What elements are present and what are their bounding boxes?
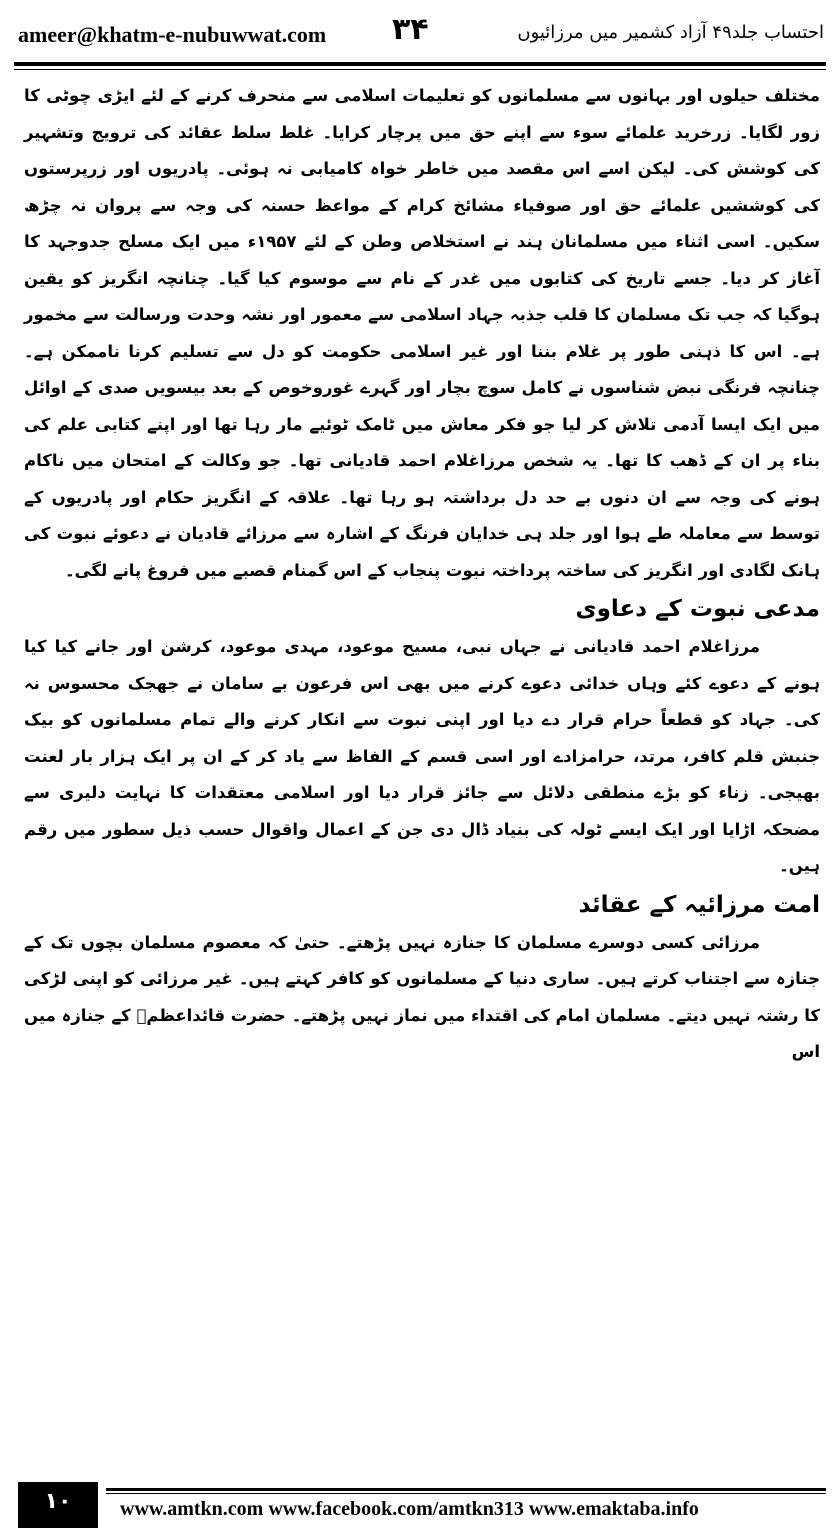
footer-page-number: ۱۰ (18, 1482, 98, 1528)
paragraph-1: مختلف حیلوں اور بہانوں سے مسلمانوں کو تعلیمات اسلامی سے منحرف کرنے کے لئے ایڑی چوٹی کا زور لگایا۔ زرخرید علمائے سوء سے اپنے حق میں پرچار کرایا۔ غلط سلط عقائد کی ترویج وتشہیر کی کوشش کی۔ لیکن اسے اس مقصد میں خاطر خواہ کامیابی نہ ہوئی۔ پادریوں اور زرپرستوں کی کوششیں علمائے حق اور صوفیاء مشائخ کرام کے مواعظ حسنہ کی وجہ سے پروان نہ چڑھ سکیں۔ اسی اثناء میں مسلمانان ہند نے استخلاص وطن کے لئے ۱۹۵۷ء میں ایک مسلح جدوجہد کا آغاز کر دیا۔ جسے تاریخ کی کتابوں میں غدر کے نام سے موسوم کیا گیا۔ چنانچہ انگریز کو یقین ہوگیا کہ جب تک مسلمان کا قلب جذبہ جہاد اسلامی سے معمور اور نشہ وحدت ورسالت سے مخمور ہے۔ اس کا ذہنی طور پر غلام بننا اور غیر اسلامی حکومت کو دل سے تسلیم کرنا ناممکن ہے۔ چنانچہ فرنگی نبض شناسوں نے کامل سوچ بچار اور گہرے غوروخوص کے بعد بیسویں صدی کے اوائل میں ایک ایسا آدمی تلاش کر لیا جو فکر معاش میں ٹامک ٹوئیے مار رہا تھا اور اپنے کتابی علم کی بناء پر ان کے ڈھب کا تھا۔ یہ شخص مرزاغلام احمد قادیانی تھا۔ جو وکالت کے امتحان میں ناکام ہونے کی وجہ سے ان دنوں بے حد دل برداشتہ ہو رہا تھا۔ علاقہ کے انگریز حکام اور پادریوں کے توسط سے معاملہ طے ہوا اور جلد ہی خدایان فرنگ کے اشارہ سے مرزائے قادیان نے دعوئے نبوت کی ہانک لگادی اور انگریز کی ساختہ پرداختہ نبوت پنجاب کے اس گمنام قصبے میں فروغ پانے لگی۔ (24, 86, 820, 580)
section-heading-claims: مدعی نبوت کے دعاوی (575, 596, 820, 622)
section-heading-beliefs: امت مرزائیہ کے عقائد (578, 891, 820, 918)
header-divider-thick (14, 62, 826, 66)
page-footer (14, 1480, 826, 1532)
paragraph-3: مرزائی کسی دوسرے مسلمان کا جنازہ نہیں پڑھتے۔ حتیٰ کہ معصوم مسلمان بچوں تک کے جنازہ سے اجتناب کرتے ہیں۔ ساری دنیا کے مسلمانوں کو کافر کہتے ہیں۔ غیر مرزائی کو اپنی لڑکی کا رشتہ نہیں دیتے۔ مسلمان امام کی اقتداء میں نماز نہیں پڑھتے۔ حضرت قائداعظمؒ کے جنازہ میں اس (24, 932, 820, 1061)
paragraph-2: مرزاغلام احمد قادیانی نے جہاں نبی، مسیح موعود، مہدی موعود، کرشن اور جانے کیا کیا ہونے کے دعوے کئے وہاں خدائی دعوے کرنے میں بھی اس فرعون بے سامان نے جھجک محسوس نہ کی۔ جہاد کو قطعاً حرام قرار دے دیا اور اپنی نبوت سے انکار کرنے والے تمام مسلمانوں کو بیک جنبش قلم کافر، مرتد، حرامزادے اور اسی قسم کے الفاظ سے یاد کر کے ان پر ایک ہزار بار لعنت بھیجی۔ زناء کو بڑے منطقی دلائل سے جائز قرار دیا اور اسلامی معتقدات کا نہایت دلیری سے مضحکہ اڑایا اور ایک ایسے ٹولہ کی بنیاد ڈال دی جن کے اعمال واقوال حسب ذیل سطور میں رقم ہیں۔ (24, 637, 820, 875)
page-content (24, 78, 820, 1071)
header-title: احتساب جلد۴۹ آزاد کشمیر میں مرزائیوں (517, 22, 824, 43)
header-email: ameer@khatm-e-nubuwwat.com (18, 22, 327, 47)
page-header (14, 8, 826, 58)
footer-links: www.amtkn.com www.facebook.com/amtkn313 www.emaktaba.info (120, 1498, 699, 1520)
footer-divider-thick (106, 1488, 826, 1491)
header-page-number: ۳۴ (392, 12, 429, 47)
footer-divider-thin (106, 1493, 826, 1494)
header-divider-thin (14, 69, 826, 70)
